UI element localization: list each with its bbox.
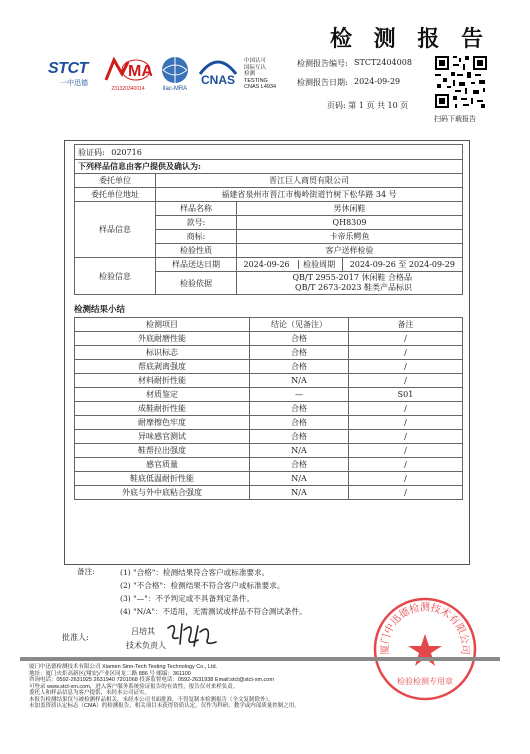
style-number-label: 款号: <box>156 216 237 230</box>
qr-caption: 扫码下载报告 <box>434 116 476 123</box>
report-title: 检 测 报 告 <box>330 26 490 52</box>
footer-line: 委托人和样品信息为客户提供，未经本公司证实。 <box>29 690 151 696</box>
sample-name-value: 男休闲鞋 <box>237 202 463 216</box>
qr-code-icon <box>433 54 489 110</box>
remarks-label: 备注: <box>77 567 95 576</box>
report-date-label: 检测报告日期: <box>297 78 348 87</box>
ma-logo <box>104 56 152 90</box>
signature-image <box>164 618 220 650</box>
footer-line: 咨询电话：0592-2631925 2631940 7201068 投诉监督电话：0592-2631938 Email:stct@stct-xm.com <box>29 677 274 683</box>
qr-code[interactable] <box>433 54 489 110</box>
arrival-date: 2024-09-26 <box>243 260 290 269</box>
result-remark: / <box>349 430 463 444</box>
verify-row <box>75 145 463 160</box>
footer-line: 可登录 www.stct-xm.com，进入客户服务系统验证报告的有效性，报告仅对来样负责。 <box>29 683 239 690</box>
sample-name-label: 样品名称 <box>156 202 237 216</box>
ma-number: 231320340014 <box>111 86 145 92</box>
result-conclusion: N/A <box>250 444 349 458</box>
cnas-side-line: 中国认可 <box>244 58 267 64</box>
cnas-logo-text: CNAS <box>200 73 236 87</box>
result-item: 异味感官测试 <box>75 430 250 444</box>
result-item: 鞋帮拉出强度 <box>75 444 250 458</box>
verify-cell <box>75 145 463 160</box>
result-row <box>75 416 463 430</box>
basis-standard: QB/T 2955-2017 休闲鞋 合格品 <box>292 273 412 282</box>
remarks-list <box>120 566 307 618</box>
remark-item: (3) "—"：不予判定或不具备判定条件。 <box>120 594 255 603</box>
result-item: 鞋底低温耐折性能 <box>75 472 250 486</box>
report-date-value: 2024-09-29 <box>354 77 401 86</box>
basis-value <box>237 272 463 295</box>
col-header-conclusion: 结论（见备注） <box>250 318 349 332</box>
results-table <box>74 317 463 500</box>
period-value: 2024-09-26 至 2024-09-29 <box>342 258 462 272</box>
style-number-value: QH8309 <box>237 216 463 230</box>
stct-logo-text: STCT <box>48 60 88 77</box>
remark-item: (4) "N/A"：不适用，无需测试或样品不符合测试条件。 <box>120 607 307 616</box>
ilac-globe-icon <box>156 54 194 92</box>
result-item: 标识标志 <box>75 346 250 360</box>
ma-logo-text: MA <box>128 63 152 80</box>
client-unit-value: 晋江巨人商贸有限公司 <box>156 174 463 188</box>
footer-line: 本报告检测结果仅与被检测样品相关。未经本公司书面批准，不得复制本检测报告（全文复制除外）。 <box>29 696 274 703</box>
result-item: 外底耐磨性能 <box>75 332 250 346</box>
result-conclusion: 合格 <box>250 402 349 416</box>
result-remark: / <box>349 472 463 486</box>
result-conclusion: N/A <box>250 472 349 486</box>
results-body <box>75 332 463 500</box>
period-label: 检验周期 <box>298 260 335 269</box>
sample-heading-row <box>75 160 463 174</box>
result-row <box>75 430 463 444</box>
verify-code: 020716 <box>111 147 142 157</box>
result-remark: / <box>349 346 463 360</box>
cnas-accreditation-text <box>244 58 276 91</box>
result-row <box>75 346 463 360</box>
result-remark: S01 <box>349 388 463 402</box>
result-item: 材质鉴定 <box>75 388 250 402</box>
stct-logo-subtitle: 一中迅德 <box>60 80 88 87</box>
result-remark: / <box>349 444 463 458</box>
results-heading: 检测结果小结 <box>74 305 126 315</box>
result-item: 材料耐折性能 <box>75 374 250 388</box>
report-number-label: 检测报告编号: <box>297 59 348 68</box>
seal-subtext: 检验检测专用章 <box>397 677 453 686</box>
result-conclusion: 合格 <box>250 346 349 360</box>
ma-logo-icon <box>104 56 152 82</box>
inspection-type-label: 检验性质 <box>156 244 237 258</box>
result-remark: / <box>349 458 463 472</box>
result-item: 成鞋耐折性能 <box>75 402 250 416</box>
trademark-label: 商标: <box>156 230 237 244</box>
sample-row <box>75 202 463 216</box>
result-row <box>75 402 463 416</box>
col-header-remark: 备注 <box>349 318 463 332</box>
result-row <box>75 444 463 458</box>
client-unit-row <box>75 174 463 188</box>
result-row <box>75 486 463 500</box>
result-item: 感官质量 <box>75 458 250 472</box>
result-remark: / <box>349 360 463 374</box>
result-remark: / <box>349 416 463 430</box>
result-conclusion: 合格 <box>250 458 349 472</box>
ilac-logo-text: ilac-MRA <box>162 86 188 92</box>
seal-text: 厦门中迅德检测技术有限公司 <box>379 602 471 655</box>
result-conclusion: 合格 <box>250 430 349 444</box>
result-remark: / <box>349 374 463 388</box>
footer-line: 未加盖资质认定标志（CMA）的检测报告，相关项目未获得资质认定，仅作为科研、教学或内部质量控制之用。 <box>29 703 300 709</box>
approver-name: 吕培其 <box>131 627 155 636</box>
result-conclusion: N/A <box>250 486 349 500</box>
approver-label: 批准人: <box>62 633 89 642</box>
result-conclusion: 合格 <box>250 360 349 374</box>
result-item: 耐摩擦色牢度 <box>75 416 250 430</box>
result-remark: / <box>349 332 463 346</box>
remark-item: (2) "不合格"：检测结果不符合客户或标准要求。 <box>120 581 285 590</box>
sample-group-label: 样品信息 <box>75 202 156 258</box>
result-conclusion: 合格 <box>250 332 349 346</box>
inspection-group-label: 检验信息 <box>75 258 156 295</box>
page-indicator: 页码: 第 1 页 共 10 页 <box>327 101 409 110</box>
result-item: 外底与外中底粘合强度 <box>75 486 250 500</box>
cnas-side-line: 检测 <box>244 71 256 78</box>
results-header-row <box>75 318 463 332</box>
verify-label: 验证码: <box>78 147 105 157</box>
footer-line: 地址：厦门火炬高新区(翔安)产业区同龙二路 886 号 邮编：361100 <box>29 670 191 677</box>
sample-heading: 下列样品信息由客户提供及确认为: <box>75 160 463 174</box>
result-row <box>75 332 463 346</box>
result-row <box>75 472 463 486</box>
client-addr-label: 委托单位地址 <box>75 188 156 202</box>
basis-label: 检验依据 <box>156 272 237 295</box>
result-remark: / <box>349 486 463 500</box>
result-row <box>75 388 463 402</box>
client-addr-value: 福建省泉州市晋江市梅岭街道竹树下松华路 34 号 <box>156 188 463 202</box>
result-row <box>75 458 463 472</box>
cnas-arc-icon <box>196 54 240 92</box>
report-number-value: STCT2404008 <box>354 58 412 67</box>
footer-text <box>29 664 300 710</box>
arrival-date-label: 样品送达日期 <box>156 258 237 272</box>
result-conclusion: 合格 <box>250 416 349 430</box>
sample-info-table <box>74 144 463 295</box>
result-row <box>75 374 463 388</box>
footer-line: 厦门中迅德检测技术有限公司 Xiamen Sino-Tech Testing Technology Co., Ltd. <box>29 664 218 670</box>
approver-title: 技术负责人 <box>126 641 166 650</box>
inspection-row <box>75 258 463 272</box>
stct-logo <box>48 60 100 87</box>
cnas-logo <box>196 54 240 92</box>
result-row <box>75 360 463 374</box>
remark-item: (1) "合格"：检测结果符合客户或标准要求。 <box>120 568 270 577</box>
footer-divider <box>20 657 500 661</box>
arrival-date-value <box>237 258 343 272</box>
client-addr-row <box>75 188 463 202</box>
cnas-side-line: TESTING <box>244 77 268 84</box>
col-header-item: 检测项目 <box>75 318 250 332</box>
result-item: 帮底剥离强度 <box>75 360 250 374</box>
basis-standard: QB/T 2673-2023 鞋类产品标识 <box>295 283 412 292</box>
result-remark: / <box>349 402 463 416</box>
ilac-mra-logo <box>156 54 194 92</box>
trademark-value: 卡帝乐鳄鱼 <box>237 230 463 244</box>
result-conclusion: — <box>250 388 349 402</box>
inspection-type-value: 客户送样检验 <box>237 244 463 258</box>
result-conclusion: N/A <box>250 374 349 388</box>
official-seal <box>372 596 478 702</box>
cnas-side-line: 国际互认 <box>244 64 267 71</box>
cnas-side-line: CNAS L4934 <box>244 84 277 91</box>
seal-star-icon <box>408 634 442 666</box>
client-unit-label: 委托单位 <box>75 174 156 188</box>
